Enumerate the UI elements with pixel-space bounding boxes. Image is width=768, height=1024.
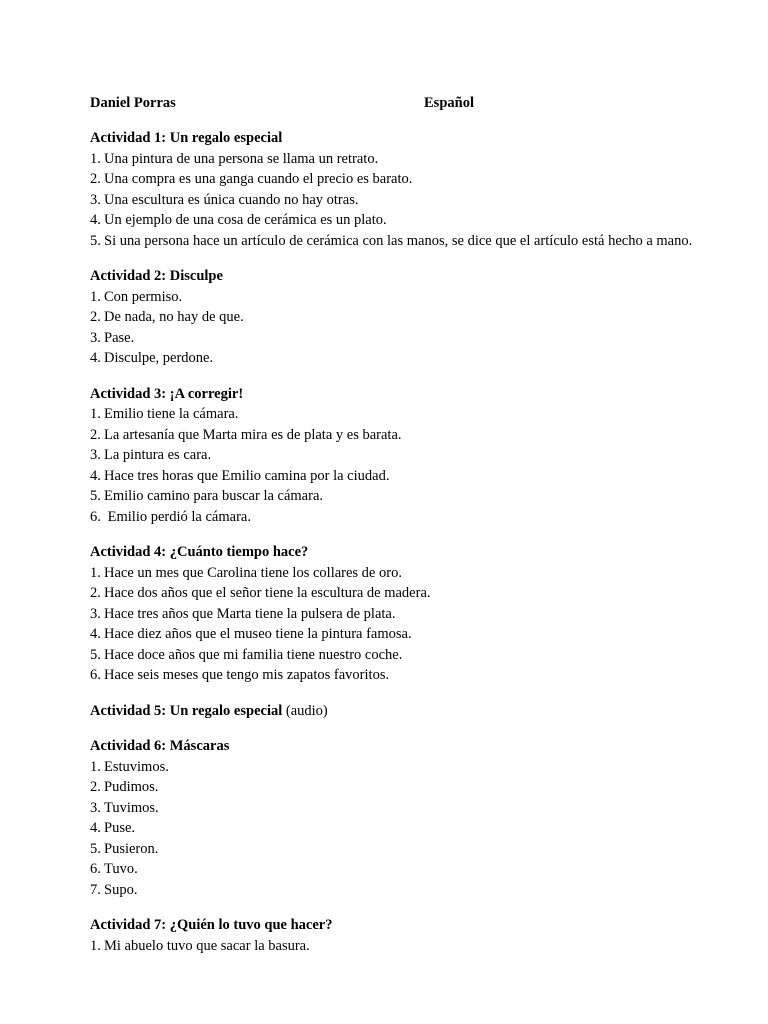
answer-text: Hace seis meses que tengo mis zapatos favoritos. — [104, 667, 390, 683]
answer-number: 1. — [90, 150, 101, 167]
answer-item — [90, 604, 700, 625]
answer-number: 3. — [90, 191, 101, 208]
answer-item — [90, 404, 700, 425]
answer-item — [90, 645, 700, 666]
student-name: Daniel Porras — [90, 95, 176, 111]
answer-text: Una compra es una ganga cuando el precio es barato. — [104, 171, 413, 187]
answer-item — [90, 287, 700, 308]
answer-item — [90, 486, 700, 507]
answer-list — [90, 757, 700, 901]
answer-number: 1. — [90, 564, 101, 581]
answer-number: 5. — [90, 840, 101, 857]
answer-item — [90, 880, 700, 901]
answer-text: La pintura es cara. — [104, 447, 212, 463]
activity-title — [90, 701, 700, 722]
answer-text: La artesanía que Marta mira es de plata y es barata. — [104, 426, 402, 443]
answer-list — [90, 287, 700, 369]
answer-number: 4. — [90, 820, 101, 836]
answer-item — [90, 425, 700, 446]
answer-number: 4. — [90, 212, 101, 228]
activity-title — [90, 915, 700, 936]
activity-section — [90, 384, 700, 528]
activity-title-text: Actividad 1: Un regalo especial — [90, 130, 283, 146]
activity-note: (audio) — [285, 702, 328, 719]
answer-text: Hace tres años que Marta tiene la pulsera de plata. — [104, 605, 396, 622]
answer-number: 2. — [90, 779, 101, 795]
answer-item — [90, 328, 700, 349]
answer-item — [90, 507, 700, 528]
answer-number: 1. — [90, 758, 101, 775]
answer-text: Pusieron. — [104, 840, 159, 857]
answer-list — [90, 936, 700, 957]
answer-text: Hace un mes que Carolina tiene los collares de oro. — [104, 564, 402, 581]
answer-number: 4. — [90, 626, 101, 642]
answer-number: 2. — [90, 585, 101, 601]
activity-title — [90, 542, 700, 563]
answer-text: Pudimos. — [104, 779, 159, 795]
answer-number: 5. — [90, 488, 101, 504]
answer-item — [90, 466, 700, 487]
answer-text: Un ejemplo de una cosa de cerámica es un plato. — [104, 212, 387, 228]
answer-text: Hace tres horas que Emilio camina por la ciudad. — [104, 467, 390, 484]
answer-text: Emilio camino para buscar la cámara. — [104, 488, 324, 504]
activity-section — [90, 128, 700, 251]
answer-item — [90, 818, 700, 839]
answer-text: Emilio tiene la cámara. — [104, 406, 239, 422]
answer-item — [90, 624, 700, 645]
answer-text: Pase. — [104, 329, 135, 346]
document-header — [90, 93, 700, 113]
answer-number: 5. — [90, 646, 101, 663]
answer-text: Emilio perdió la cámara. — [104, 508, 251, 525]
answer-item — [90, 149, 700, 170]
answer-text: Supo. — [104, 881, 138, 898]
answer-item — [90, 231, 700, 252]
activity-title — [90, 736, 700, 757]
answer-item — [90, 169, 700, 190]
answer-item — [90, 859, 700, 880]
answer-text: De nada, no hay de que. — [104, 309, 244, 325]
answer-number: 6. — [90, 861, 101, 877]
answer-text: Mi abuelo tuvo que sacar la basura. — [104, 937, 310, 954]
answer-text: Disculpe, perdone. — [104, 350, 214, 366]
answer-item — [90, 190, 700, 211]
answer-item — [90, 839, 700, 860]
answer-text: Con permiso. — [104, 288, 183, 305]
answer-text: Una escultura es única cuando no hay otras. — [104, 191, 359, 208]
answer-number: 4. — [90, 467, 101, 484]
activity-title — [90, 128, 700, 149]
activity-section — [90, 701, 700, 722]
answer-item — [90, 348, 700, 369]
activity-title-text: Actividad 7: ¿Quién lo tuvo que hacer? — [90, 917, 333, 933]
activity-title-text: Actividad 4: ¿Cuánto tiempo hace? — [90, 544, 309, 560]
answer-list — [90, 149, 700, 252]
answer-text: Hace doce años que mi familia tiene nuestro coche. — [104, 646, 403, 663]
answer-number: 5. — [90, 232, 101, 249]
answer-item — [90, 563, 700, 584]
answer-list — [90, 404, 700, 527]
answer-number: 6. — [90, 667, 101, 683]
answer-number: 3. — [90, 447, 101, 463]
answer-number: 6. — [90, 508, 101, 525]
answer-number: 2. — [90, 426, 101, 443]
answer-number: 2. — [90, 171, 101, 187]
answer-item — [90, 583, 700, 604]
activity-section — [90, 542, 700, 686]
answer-text: Estuvimos. — [104, 758, 169, 775]
activities — [90, 128, 700, 956]
activity-title — [90, 266, 700, 287]
answer-item — [90, 307, 700, 328]
activity-section — [90, 736, 700, 900]
answer-item — [90, 445, 700, 466]
answer-number: 1. — [90, 937, 101, 954]
answer-number: 3. — [90, 329, 101, 346]
answer-text: Hace dos años que el señor tiene la escultura de madera. — [104, 585, 431, 601]
activity-title-text: Actividad 3: ¡A corregir! — [90, 385, 244, 402]
answer-number: 4. — [90, 350, 101, 366]
answer-item — [90, 936, 700, 957]
answer-text: Tuvo. — [104, 861, 138, 877]
answer-item — [90, 665, 700, 686]
answer-number: 3. — [90, 605, 101, 622]
answer-item — [90, 798, 700, 819]
answer-number: 2. — [90, 309, 101, 325]
answer-item — [90, 777, 700, 798]
activity-section — [90, 266, 700, 369]
activity-title-text: Actividad 6: Máscaras — [90, 738, 230, 754]
activity-section — [90, 915, 700, 956]
activity-title-text: Actividad 5: Un regalo especial — [90, 702, 283, 719]
answer-number: 1. — [90, 406, 101, 422]
answer-number: 3. — [90, 799, 101, 816]
answer-list — [90, 563, 700, 686]
answer-item — [90, 210, 700, 231]
activity-title-text: Actividad 2: Disculpe — [90, 268, 223, 284]
activity-title — [90, 384, 700, 405]
answer-number: 1. — [90, 288, 101, 305]
document-page — [90, 93, 700, 956]
answer-text: Puse. — [104, 820, 136, 836]
answer-text: Hace diez años que el museo tiene la pintura famosa. — [104, 626, 412, 642]
answer-number: 7. — [90, 881, 101, 898]
answer-text: Si una persona hace un artículo de cerámica con las manos, se dice que el artículo está hecho a mano. — [104, 232, 693, 249]
answer-text: Tuvimos. — [104, 799, 159, 816]
answer-text: Una pintura de una persona se llama un retrato. — [104, 150, 379, 167]
subject-name: Español — [424, 95, 474, 111]
answer-item — [90, 757, 700, 778]
